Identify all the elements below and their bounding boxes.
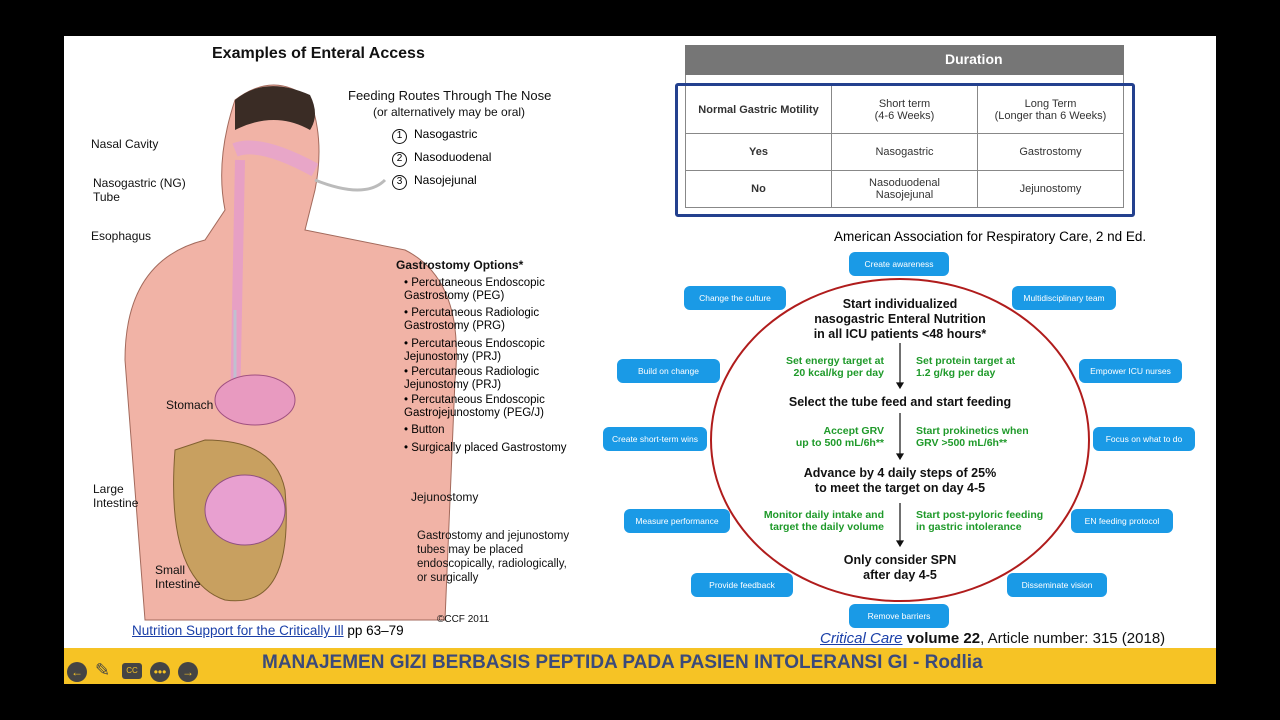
table-cell: Short term (4-6 Weeks) bbox=[832, 86, 978, 134]
journal-link[interactable]: Critical Care bbox=[820, 630, 903, 647]
pill-provide-feedback: Provide feedback bbox=[691, 573, 793, 597]
green-note: Start post-pyloric feeding in gastric intolerance bbox=[916, 509, 1044, 533]
route-item: 1 Nasogastric bbox=[392, 127, 491, 150]
table-cell: No bbox=[686, 171, 832, 208]
label-ng-tube: Nasogastric (NG) Tube bbox=[93, 176, 186, 204]
pill-en-protocol: EN feeding protocol bbox=[1071, 509, 1173, 533]
routes-title: Feeding Routes Through The Nose bbox=[348, 88, 552, 103]
pill-empower-nurses: Empower ICU nurses bbox=[1079, 359, 1182, 383]
label-esophagus: Esophagus bbox=[91, 229, 152, 243]
gastrostomy-list bbox=[404, 277, 567, 460]
routes-list bbox=[392, 127, 491, 196]
more-options-icon[interactable]: ••• bbox=[150, 662, 170, 682]
green-note: Set energy target at 20 kcal/kg per day bbox=[785, 355, 884, 379]
green-note: Monitor daily intake and target the daily volume bbox=[763, 509, 884, 533]
list-item: • Percutaneous Endoscopic Gastrostomy (PEG) bbox=[404, 277, 545, 302]
table-cell: Normal Gastric Motility bbox=[686, 86, 832, 134]
list-item: • Surgically placed Gastrostomy bbox=[404, 442, 567, 454]
pill-multidisciplinary-team: Multidisciplinary team bbox=[1012, 286, 1116, 310]
pill-disseminate-vision: Disseminate vision bbox=[1007, 573, 1107, 597]
footnote: Gastrostomy and jejunostomy tubes may be placed endoscopically, radiologically, or surgically bbox=[417, 530, 570, 584]
pill-change-culture: Change the culture bbox=[684, 286, 786, 310]
table-cell: Nasoduodenal Nasojejunal bbox=[832, 171, 978, 208]
routes-subtitle: (or alternatively may be oral) bbox=[373, 105, 526, 119]
article-number: , Article number: 315 (2018) bbox=[980, 630, 1166, 647]
label-large-intestine: Large Intestine bbox=[93, 482, 139, 510]
step-1: Start individualized nasogastric Enteral Nutrition in all ICU patients <48 hours* bbox=[813, 297, 987, 341]
pill-measure-performance: Measure performance bbox=[624, 509, 730, 533]
label-stomach: Stomach bbox=[166, 398, 214, 412]
step-4: Only consider SPN after day 4-5 bbox=[843, 553, 957, 582]
pill-short-term-wins: Create short-term wins bbox=[603, 427, 707, 451]
label-jejunostomy: Jejunostomy bbox=[411, 490, 479, 504]
green-note: Start prokinetics when GRV >500 mL/6h** bbox=[916, 425, 1029, 449]
pill-remove-barriers: Remove barriers bbox=[849, 604, 949, 628]
gastrostomy-title: Gastrostomy Options* bbox=[396, 258, 524, 272]
pen-icon[interactable]: ✎ bbox=[95, 660, 111, 680]
table-cell: Long Term (Longer than 6 Weeks) bbox=[978, 86, 1124, 134]
green-note: Accept GRV up to 500 mL/6h** bbox=[795, 425, 884, 449]
reference-pages: pp 63–79 bbox=[343, 623, 404, 638]
pill-create-awareness: Create awareness bbox=[849, 252, 949, 276]
table-highlight-box bbox=[675, 83, 1135, 217]
next-slide-icon[interactable]: → bbox=[178, 662, 198, 682]
green-note: Set protein target at 1.2 g/kg per day bbox=[916, 355, 1016, 379]
pill-build-on-change: Build on change bbox=[617, 359, 720, 383]
table-cell: Gastrostomy bbox=[978, 134, 1124, 171]
previous-slide-icon[interactable]: ← bbox=[67, 662, 87, 682]
table-source: American Association for Respiratory Care, 2 nd Ed. bbox=[834, 229, 1147, 244]
table-cell: Yes bbox=[686, 134, 832, 171]
diagram-reference bbox=[820, 630, 1165, 647]
list-item: • Button bbox=[404, 424, 445, 436]
illustration-title: Examples of Enteral Access bbox=[212, 45, 425, 62]
list-item: • Percutaneous Endoscopic Gastrojejunostomy (PEG/J) bbox=[404, 394, 545, 419]
reference-link[interactable]: Nutrition Support for the Critically Ill bbox=[132, 623, 344, 638]
footer-title: MANAJEMEN GIZI BERBASIS PEPTIDA PADA PASIEN INTOLERANSI GI - Rodlia bbox=[262, 652, 983, 673]
table-header: Duration bbox=[685, 45, 1124, 75]
route-item: 2 Nasoduodenal bbox=[392, 150, 491, 173]
captions-icon[interactable]: CC bbox=[122, 663, 142, 679]
route-item: 3 Nasojejunal bbox=[392, 173, 491, 196]
list-item: • Percutaneous Radiologic Jejunostomy (PRJ) bbox=[404, 366, 540, 391]
step-3: Advance by 4 daily steps of 25% to meet the target on day 4-5 bbox=[803, 466, 997, 495]
pill-focus: Focus on what to do bbox=[1093, 427, 1195, 451]
list-item: • Percutaneous Radiologic Gastrostomy (PRG) bbox=[404, 307, 540, 332]
list-item: • Percutaneous Endoscopic Jejunostomy (PRJ) bbox=[404, 338, 545, 363]
left-reference bbox=[132, 623, 404, 638]
label-nasal-cavity: Nasal Cavity bbox=[91, 137, 159, 151]
volume: volume 22 bbox=[902, 630, 981, 647]
table-cell: Jejunostomy bbox=[978, 171, 1124, 208]
step-2: Select the tube feed and start feeding bbox=[788, 395, 1012, 409]
flow-arrows bbox=[894, 343, 906, 548]
table-cell: Nasogastric bbox=[832, 134, 978, 171]
credit: ©CCF 2011 bbox=[437, 614, 490, 625]
label-small-intestine: Small Intestine bbox=[155, 563, 201, 591]
